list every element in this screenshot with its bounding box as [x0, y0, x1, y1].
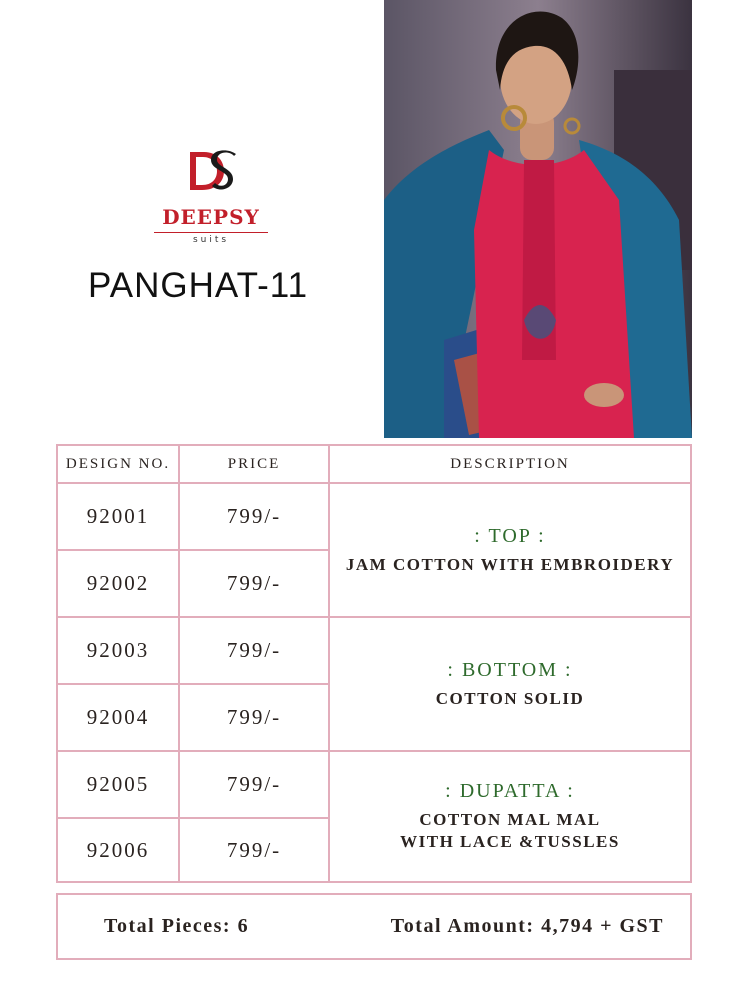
- description-text: COTTON SOLID: [435, 688, 585, 708]
- price-cell: 799/-: [178, 549, 330, 618]
- design-no-cell: 92005: [56, 750, 180, 819]
- brand-divider: [154, 232, 268, 233]
- description-dupatta: [328, 750, 692, 883]
- price-cell: 799/-: [178, 616, 330, 685]
- brand-subtitle: suits: [192, 235, 230, 245]
- design-no-cell: 92002: [56, 549, 180, 618]
- price-cell: 799/-: [178, 482, 330, 551]
- design-no-cell: 92003: [56, 616, 180, 685]
- total-amount: Total Amount: 4,794 + GST: [390, 915, 664, 937]
- product-photo: [384, 0, 692, 438]
- design-no-cell: 92006: [56, 817, 180, 883]
- header-description: DESCRIPTION: [328, 444, 692, 484]
- description-text: JAM COTTON WITH EMBROIDERY: [345, 554, 675, 574]
- description-text: COTTON MAL MAL: [419, 810, 601, 829]
- brand-name: DEEPSY: [162, 205, 260, 229]
- price-cell: 799/-: [178, 817, 330, 883]
- description-bottom: [328, 616, 692, 752]
- totals-box: [56, 893, 692, 960]
- price-cell: 799/-: [178, 750, 330, 819]
- description-label: : TOP :: [474, 524, 546, 547]
- header-price: PRICE: [178, 444, 330, 484]
- description-label: : DUPATTA :: [445, 780, 575, 802]
- price-cell: 799/-: [178, 683, 330, 752]
- design-no-cell: 92001: [56, 482, 180, 551]
- description-top: [328, 482, 692, 618]
- deepsy-logo-icon: [186, 148, 238, 194]
- description-text: WITH LACE &TUSSLES: [400, 832, 620, 851]
- header-design-no: DESIGN NO.: [56, 444, 180, 484]
- total-pieces: Total Pieces: 6: [104, 915, 250, 937]
- catalog-title: PANGHAT-11: [88, 266, 309, 305]
- description-label: : BOTTOM :: [447, 658, 573, 681]
- design-no-cell: 92004: [56, 683, 180, 752]
